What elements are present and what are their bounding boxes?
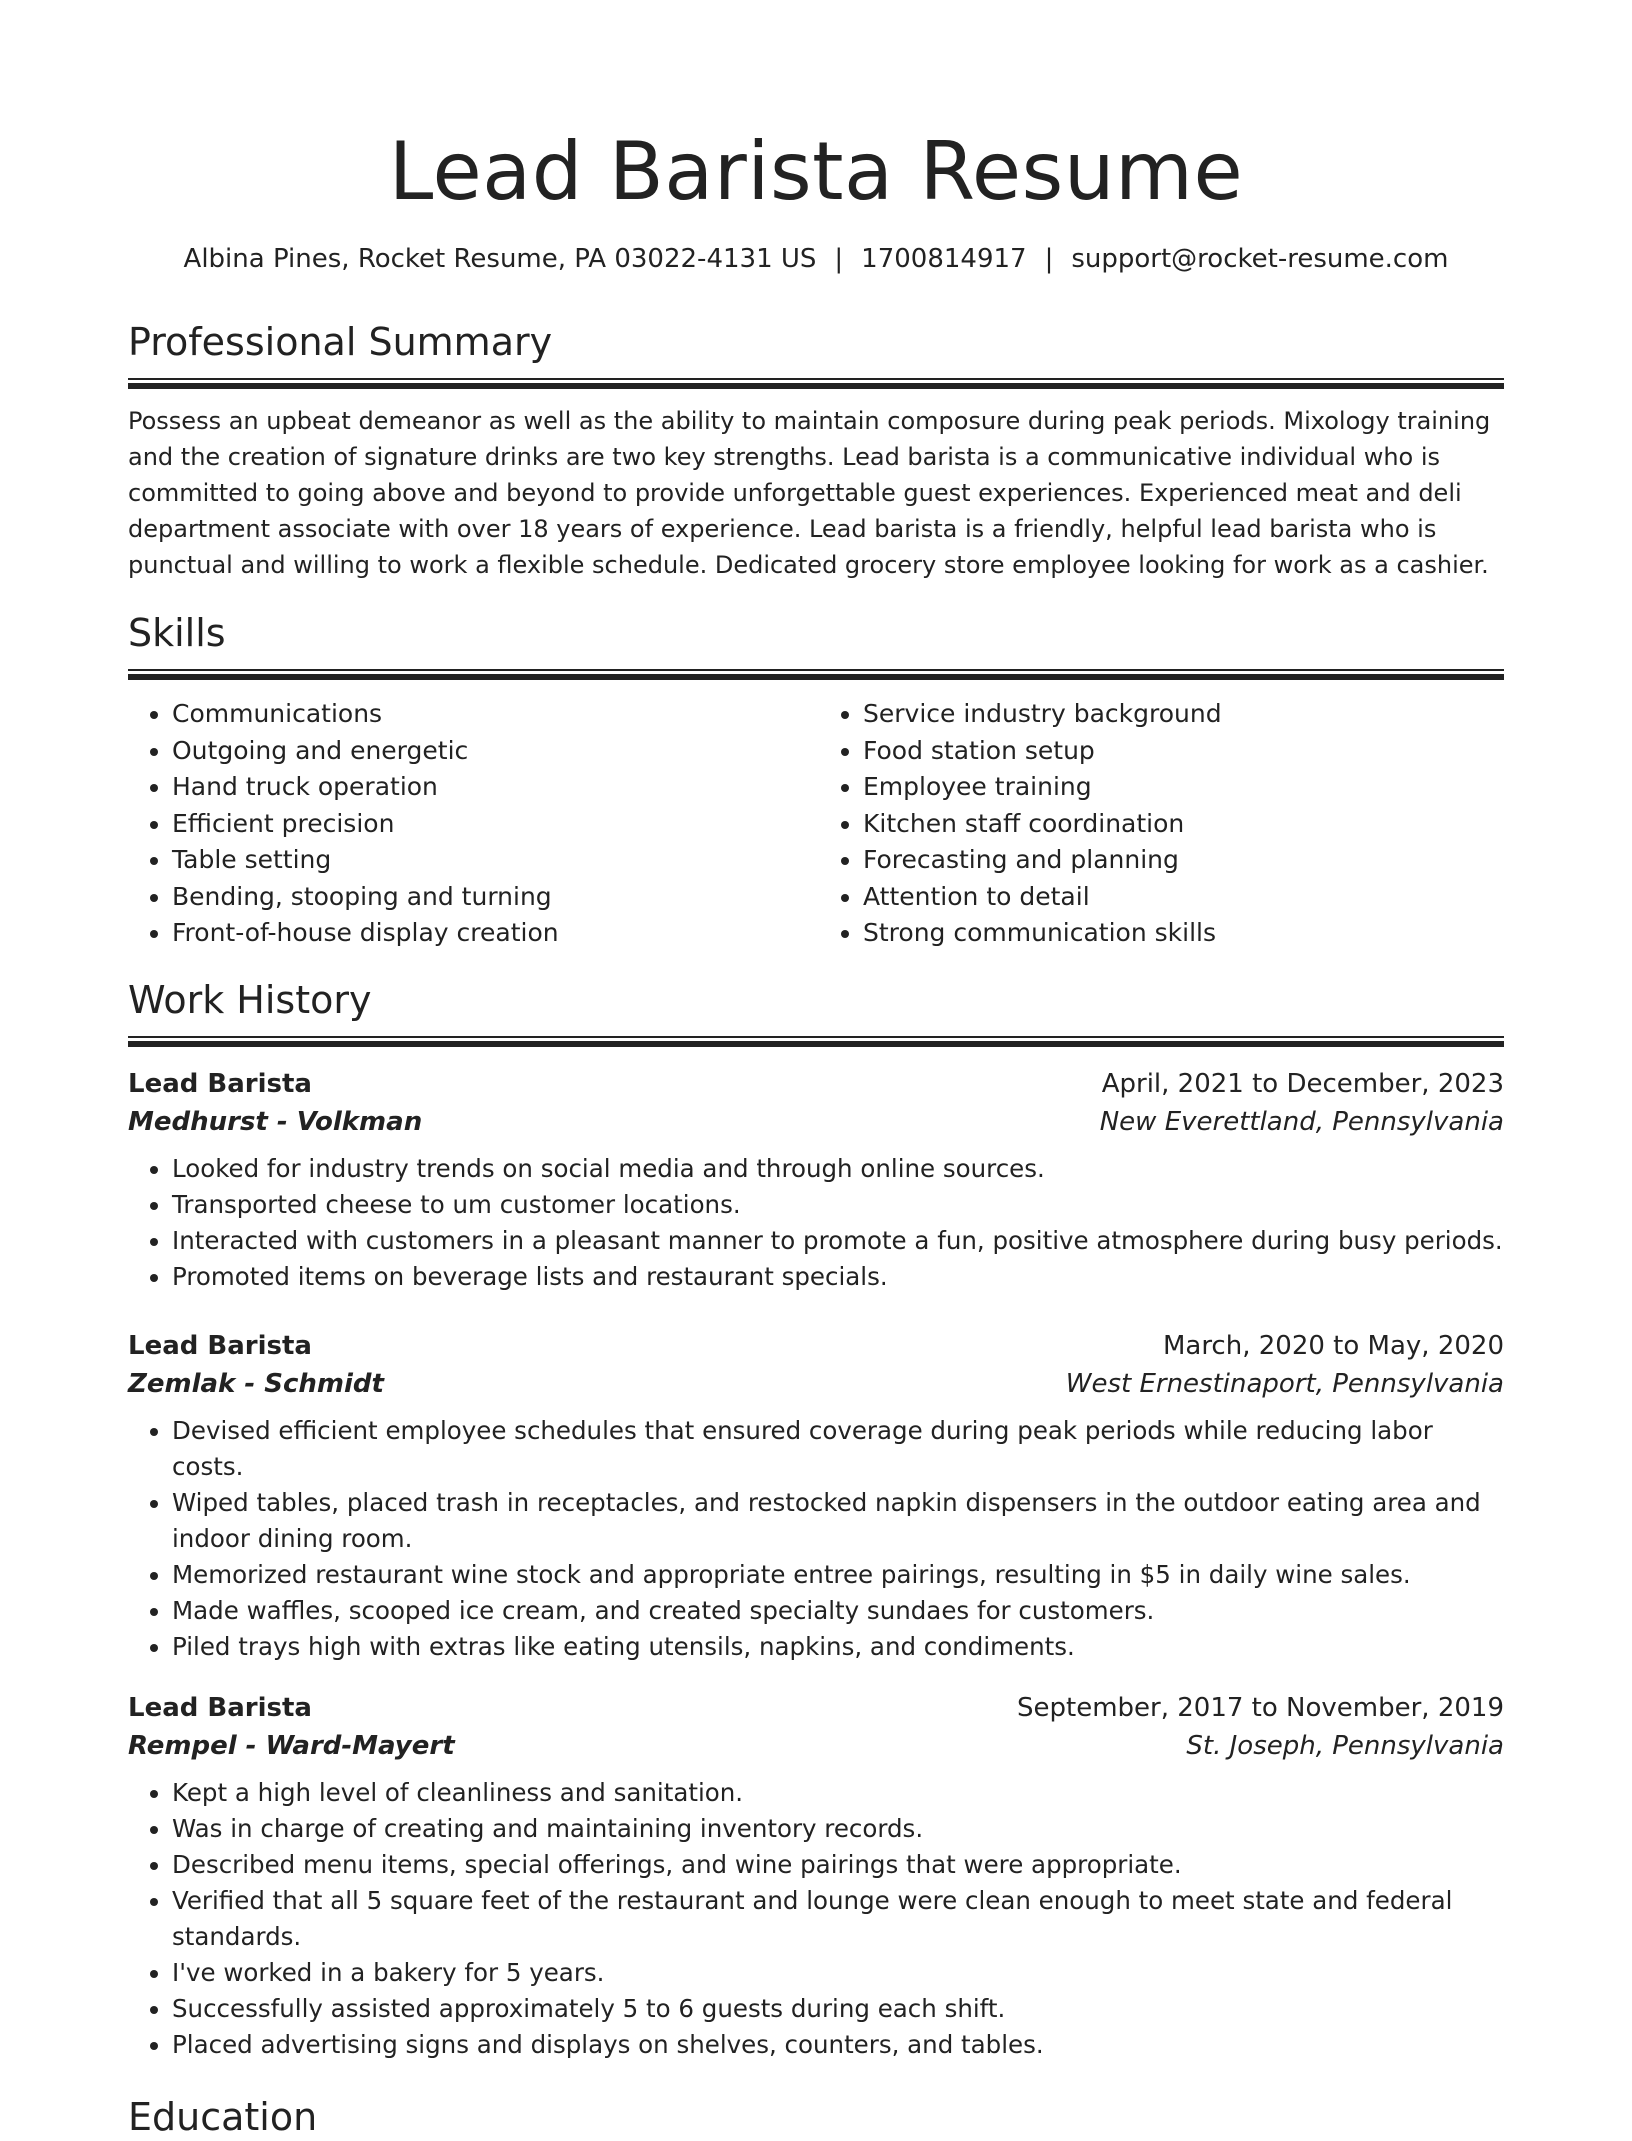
job-bullet: • Devised efficient employee schedules that ensured coverage during peak periods while reducing labor costs. [172,1413,1504,1485]
education-section [128,2093,1504,2141]
summary-text: Possess an upbeat demeanor as well as the ability to maintain composure during peak periods. Mixology training and the creation of signature drinks are two key strengths. Lead barista is a communicative individual who is committed to going above and beyond to provide unforgettable guest experiences. Experienced meat and deli department associate with over 18 years of experience. Lead barista is a friendly, helpful lead barista who is punctual and willing to work a flexible schedule. Dedicated grocery store employee looking for work as a cashier. [128,407,1491,579]
skills-list-left [128,696,813,952]
job-company-row [128,1365,1504,1403]
work-history-section [128,976,1504,2063]
job-title: Lead Barista [128,1068,312,1099]
skill-item: • Attention to detail [863,879,1504,916]
section-heading-work: Work History [128,977,372,1022]
skill-item: • Table setting [172,842,813,879]
job-bullet: • Piled trays high with extras like eating utensils, napkins, and condiments. [172,1629,1504,1665]
job-bullets [128,1775,1504,2063]
job-bullet: • Looked for industry trends on social media and through online sources. [172,1151,1504,1187]
job-bullet: • Made waffles, scooped ice cream, and created specialty sundaes for customers. [172,1593,1504,1629]
job-bullets [128,1151,1504,1295]
skill-item: • Efficient precision [172,806,813,843]
job-bullet: • Kept a high level of cleanliness and sanitation. [172,1775,1504,1811]
job-bullet: • Wiped tables, placed trash in receptacles, and restocked napkin dispensers in the outdoor eating area and indoor dining room. [172,1485,1504,1557]
job-company-row [128,1727,1504,1765]
professional-summary-section [128,318,1504,583]
job-bullet: • Successfully assisted approximately 5 to 6 guests during each shift. [172,1991,1504,2027]
job-bullet: • I've worked in a bakery for 5 years. [172,1955,1504,1991]
job-location: West Ernestinaport, Pennsylvania [1065,1368,1504,1399]
job-bullet: • Was in charge of creating and maintaining inventory records. [172,1811,1504,1847]
section-heading-education: Education [128,2094,318,2139]
job-company-row [128,1103,1504,1141]
job-header-row [128,1689,1504,1727]
skill-item: • Front-of-house display creation [172,915,813,952]
job-company: Medhurst - Volkman [128,1106,423,1137]
job-entry [128,1327,1504,1665]
section-heading-summary: Professional Summary [128,320,553,364]
contact-line [128,242,1504,276]
job-dates: March, 2020 to May, 2020 [1162,1330,1504,1361]
contact-separator: | [834,244,844,274]
section-divider [128,669,1504,680]
job-header-row [128,1327,1504,1365]
job-entry [128,1065,1504,1295]
job-dates: September, 2017 to November, 2019 [1017,1692,1504,1723]
job-bullet: • Transported cheese to um customer locations. [172,1187,1504,1223]
section-divider [128,1036,1504,1047]
job-header-row [128,1065,1504,1103]
job-bullet: • Verified that all 5 square feet of the restaurant and lounge were clean enough to meet state and federal standards. [172,1883,1504,1955]
contact-phone: 1700814917 [861,244,1027,274]
skills-list-right [813,696,1504,952]
section-heading-skills: Skills [128,611,226,655]
skill-item: • Hand truck operation [172,769,813,806]
job-company: Zemlak - Schmidt [128,1368,384,1399]
job-title: Lead Barista [128,1330,312,1361]
job-dates: April, 2021 to December, 2023 [1101,1068,1504,1099]
job-bullet: • Placed advertising signs and displays on shelves, counters, and tables. [172,2027,1504,2063]
skill-item: • Forecasting and planning [863,842,1504,879]
job-title: Lead Barista [128,1692,312,1723]
skill-item: • Bending, stooping and turning [172,879,813,916]
skills-section [128,609,1504,952]
section-divider [128,378,1504,389]
skill-item: • Outgoing and energetic [172,733,813,770]
job-location: New Everettland, Pennsylvania [1099,1106,1504,1137]
job-bullet: • Interacted with customers in a pleasant manner to promote a fun, positive atmosphere during busy periods. [172,1223,1504,1259]
skill-item: • Employee training [863,769,1504,806]
contact-email: support@rocket-resume.com [1071,244,1449,274]
job-bullets [128,1413,1504,1665]
job-bullet: • Memorized restaurant wine stock and appropriate entree pairings, resulting in $5 in daily wine sales. [172,1557,1504,1593]
job-location: St. Joseph, Pennsylvania [1186,1730,1504,1761]
job-bullet: • Promoted items on beverage lists and restaurant specials. [172,1259,1504,1295]
job-entry [128,1689,1504,2063]
resume-title: Lead Barista Resume [388,125,1244,218]
job-bullet: • Described menu items, special offerings, and wine pairings that were appropriate. [172,1847,1504,1883]
job-company: Rempel - Ward-Mayert [128,1730,455,1761]
resume-page [128,0,1504,2141]
skill-item: • Strong communication skills [863,915,1504,952]
contact-separator: | [1044,244,1054,274]
contact-address: Albina Pines, Rocket Resume, PA 03022-4131 US [183,244,817,274]
skill-item: • Kitchen staff coordination [863,806,1504,843]
skill-item: • Food station setup [863,733,1504,770]
skill-item: • Communications [172,696,813,733]
skills-columns [128,696,1504,952]
skill-item: • Service industry background [863,696,1504,733]
